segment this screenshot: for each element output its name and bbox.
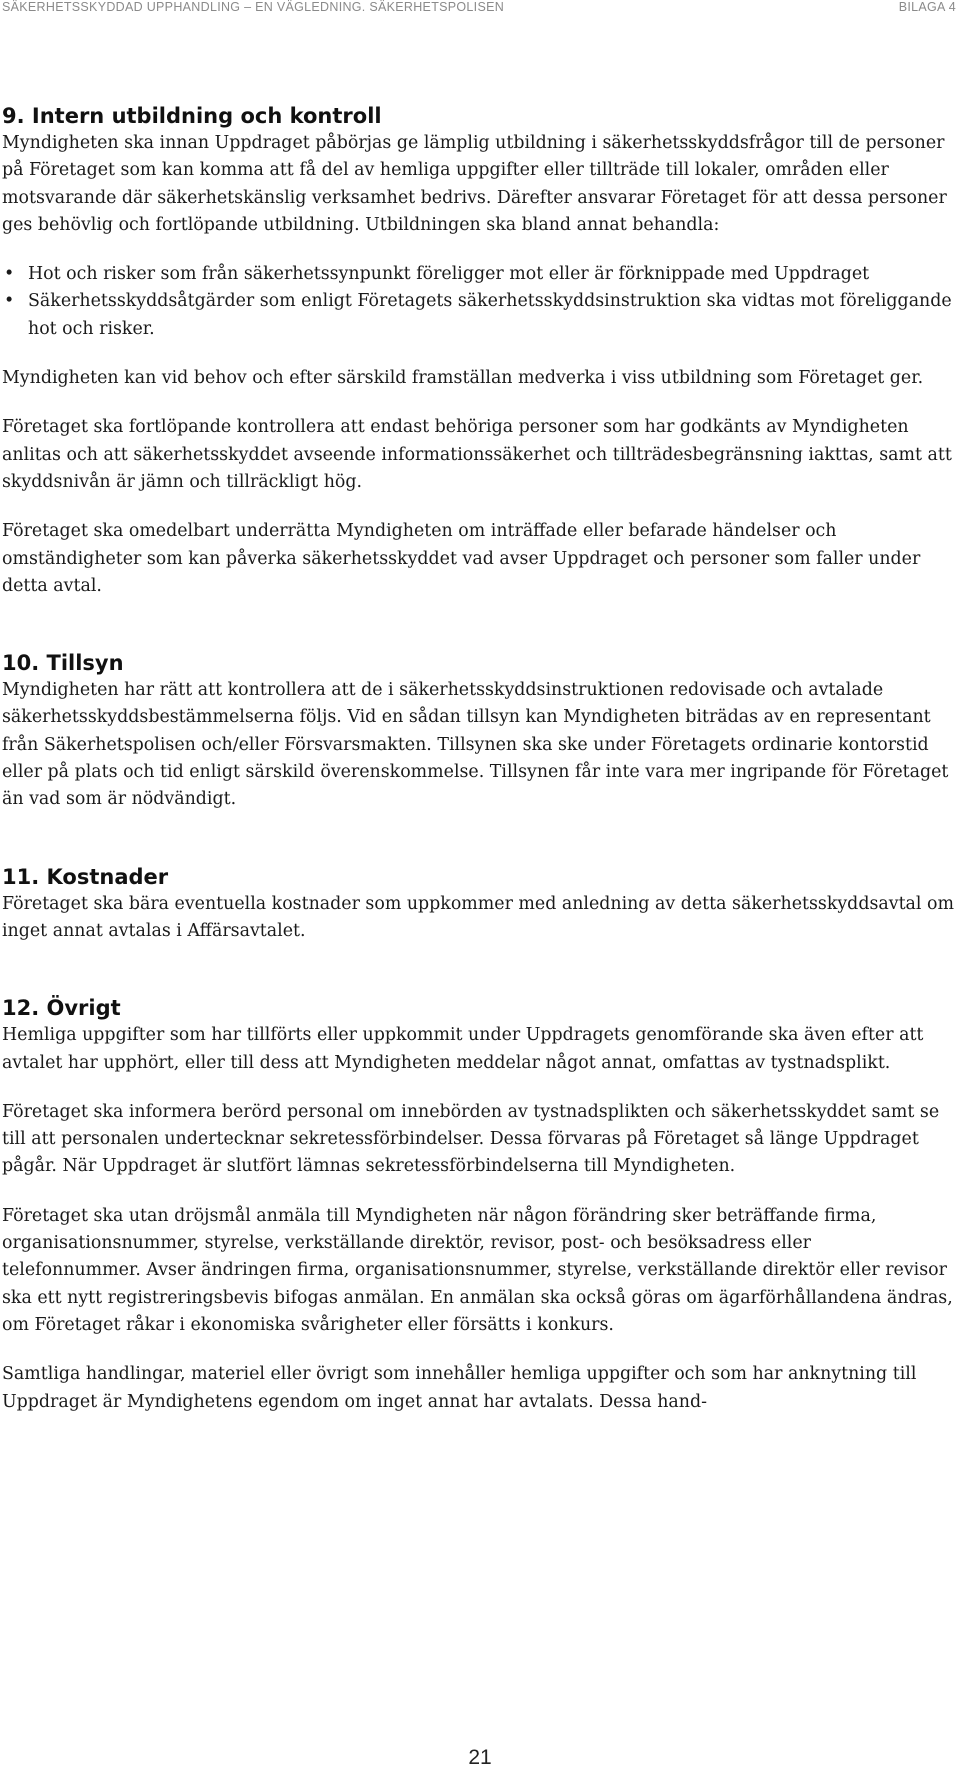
page-number: 21 (468, 1746, 492, 1769)
bullet-icon: • (4, 264, 15, 285)
section-heading-10: 10. Tillsyn (2, 651, 124, 676)
section-heading-12: 12. Övrigt (2, 996, 121, 1021)
paragraph: Myndigheten kan vid behov och efter särskild framställan medverka i viss utbildning som Företaget ger. (2, 368, 924, 389)
header-appendix-label: BILAGA 4 (898, 0, 956, 14)
paragraph: Företaget ska utan dröjsmål anmäla till Myndigheten när någon förändring sker beträffande firma, organisationsnummer, styrelse, verkställande direktör, revisor, post- och besöksadress eller telefonnummer. Avser ändringen firma, organisationsnummer, styrelse, verkställande direktör eller revisor ska ett nytt registreringsbevis bifogas anmälan. En anmälan ska också göras om ägarförhållandena ändras, om Företaget råkar i ekonomiska svårigheter eller försätts i konkurs. (2, 1205, 953, 1335)
paragraph: Företaget ska informera berörd personal om innebörden av tystnadsplikten och säkerhetsskyddet samt se till att personalen undertecknar sekretessförbindelser. Dessa förvaras på Företaget så länge Uppdraget pågår. När Uppdraget är slutfört lämnas sekretessförbindelserna till Myndigheten. (2, 1101, 940, 1177)
document-body (2, 103, 954, 1416)
header-title: SÄKERHETSSKYDDAD UPPHANDLING – EN VÄGLEDNING. SÄKERHETSPOLISEN (2, 0, 505, 14)
list-item: • Säkerhetsskyddsåtgärder som enligt Företagets säkerhetsskyddsinstruktion ska vidtas mot föreliggande hot och risker. (2, 288, 954, 343)
paragraph: Myndigheten ska innan Uppdraget påbörjas ge lämplig utbildning i säkerhetsskyddsfrågor till de personer på Företaget som kan komma att få del av hemliga uppgifter eller tillträde till lokaler, områden eller motsvarande där säkerhetskänslig verksamhet bedrivs. Därefter ansvarar Företaget för att dessa personer ges behövlig och fortlöpande utbildning. Utbildningen ska bland annat behandla: (2, 133, 947, 235)
bullet-icon: • (4, 291, 15, 312)
list-item: • Hot och risker som från säkerhetssynpunkt föreligger mot eller är förknippade med Uppdraget (2, 261, 954, 288)
section-heading-11: 11. Kostnader (2, 864, 169, 889)
paragraph: Hemliga uppgifter som har tillförts eller uppkommit under Uppdragets genomförande ska även efter att avtalet har upphört, eller till dess att Myndigheten meddelar något annat, omfattas av tystnadsplikt. (2, 1025, 924, 1073)
paragraph: Företaget ska fortlöpande kontrollera att endast behöriga personer som har godkänts av Myndigheten anlitas och att säkerhetsskyddet avseende informationssäkerhet och tillträdesbegränsning iakttas, samt att skyddsnivån är jämn och tillräckligt hög. (2, 417, 952, 492)
paragraph: Företaget ska omedelbart underrätta Myndigheten om inträffade eller befarade händelser och omständigheter som kan påverka säkerhetsskyddet vad avser Uppdraget och personer som faller under detta avtal. (2, 521, 921, 596)
paragraph: Företaget ska bära eventuella kostnader som uppkommer med anledning av detta säkerhetsskyddsavtal om inget annat avtalas i Affärsavtalet. (2, 893, 954, 941)
running-header (0, 0, 960, 16)
bullet-list (2, 261, 954, 343)
paragraph: Myndigheten har rätt att kontrollera att de i säkerhetsskyddsinstruktionen redovisade och avtalade säkerhetsskyddsbestämmelserna följs. Vid en sådan tillsyn kan Myndigheten biträdas av en representant från Säkerhetspolisen och/eller Försvarsmakten. Tillsynen ska ske under Företagets ordinarie kontorstid eller på plats och tid enligt särskild överenskommelse. Tillsynen får inte vara mer ingripande för Företaget än vad som är nödvändigt. (2, 680, 949, 810)
paragraph: Samtliga handlingar, materiel eller övrigt som innehåller hemliga uppgifter och som har anknytning till Uppdraget är Myndighetens egendom om inget annat har avtalats. Dessa hand- (2, 1364, 917, 1412)
section-heading-9: 9. Intern utbildning och kontroll (2, 104, 382, 128)
